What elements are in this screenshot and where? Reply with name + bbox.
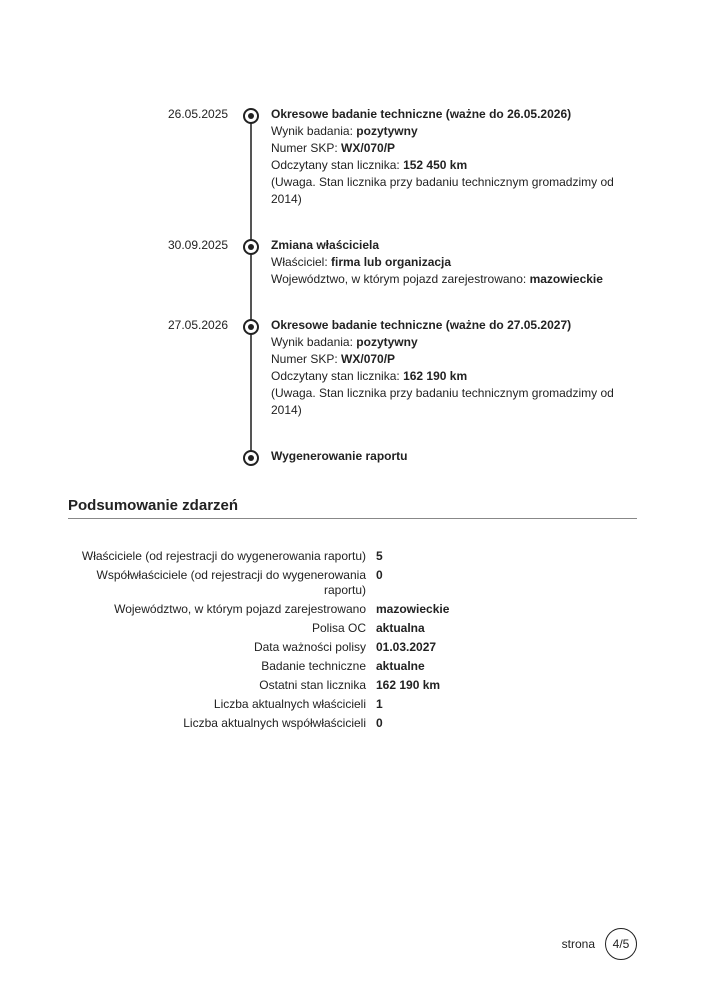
summary-row	[70, 621, 590, 636]
summary-value: 162 190 km	[376, 678, 441, 692]
timeline-marker-icon	[243, 319, 259, 335]
summary-label: Badanie techniczne	[261, 659, 366, 673]
event-title: Wygenerowanie raportu	[271, 449, 408, 463]
event-line: Numer SKP: WX/070/P	[271, 141, 396, 155]
timeline-marker-icon	[243, 108, 259, 124]
event-title: Okresowe badanie techniczne (ważne do 27.05.2027)	[271, 318, 572, 332]
summary-label: Województwo, w którym pojazd zarejestrowano	[114, 602, 366, 616]
summary-title: Podsumowanie zdarzeń	[68, 497, 637, 519]
event-line: Odczytany stan licznika: 152 450 km	[271, 158, 468, 172]
summary-value: 1	[376, 697, 383, 711]
page-footer	[562, 928, 637, 960]
event-date: 27.05.2026	[168, 318, 229, 332]
summary-row	[70, 640, 590, 655]
event-date: 26.05.2025	[168, 107, 229, 121]
event-note: (Uwaga. Stan licznika przy badaniu technicznym gromadzimy od 2014)	[271, 175, 614, 206]
summary-row	[70, 549, 590, 564]
timeline-event	[271, 448, 616, 465]
event-note: (Uwaga. Stan licznika przy badaniu technicznym gromadzimy od 2014)	[271, 386, 614, 417]
event-title: Zmiana właściciela	[271, 238, 380, 252]
page-number: 4/5	[605, 928, 637, 960]
timeline-marker-icon	[243, 450, 259, 466]
summary-row	[70, 716, 590, 731]
summary-label: Współwłaściciele (od rejestracji do wygenerowania raportu)	[96, 568, 366, 597]
summary-row	[70, 678, 590, 693]
event-title: Okresowe badanie techniczne (ważne do 26.05.2026)	[271, 107, 572, 121]
summary-value: aktualne	[376, 659, 425, 673]
timeline-event	[271, 106, 616, 208]
summary-value: 0	[376, 716, 383, 730]
event-line: Numer SKP: WX/070/P	[271, 352, 396, 366]
summary-label: Właściciele (od rejestracji do wygenerowania raportu)	[81, 549, 366, 563]
summary-label: Liczba aktualnych współwłaścicieli	[183, 716, 366, 730]
summary-value: 5	[376, 549, 383, 563]
summary-label: Data ważności polisy	[253, 640, 366, 654]
summary-value: 0	[376, 568, 383, 582]
summary-row	[70, 602, 590, 617]
summary-value: 01.03.2027	[376, 640, 437, 654]
summary-value: aktualna	[376, 621, 425, 635]
summary-table	[70, 549, 590, 735]
summary-label: Polisa OC	[311, 621, 366, 635]
summary-row	[70, 568, 590, 598]
timeline-marker-icon	[243, 239, 259, 255]
timeline-line	[250, 114, 252, 457]
summary-value: mazowieckie	[376, 602, 450, 616]
timeline-event	[271, 237, 616, 288]
event-line: Właściciel: firma lub organizacja	[271, 255, 452, 269]
summary-label: Ostatni stan licznika	[259, 678, 366, 692]
summary-label: Liczba aktualnych właścicieli	[213, 697, 366, 711]
event-line: Odczytany stan licznika: 162 190 km	[271, 369, 468, 383]
timeline-event	[271, 317, 616, 419]
summary-row	[70, 697, 590, 712]
event-line: Województwo, w którym pojazd zarejestrowano: mazowieckie	[271, 272, 603, 286]
summary-row	[70, 659, 590, 674]
event-line: Wynik badania: pozytywny	[271, 124, 418, 138]
page-label: strona	[561, 937, 595, 951]
event-date: 30.09.2025	[168, 238, 229, 252]
event-line: Wynik badania: pozytywny	[271, 335, 418, 349]
